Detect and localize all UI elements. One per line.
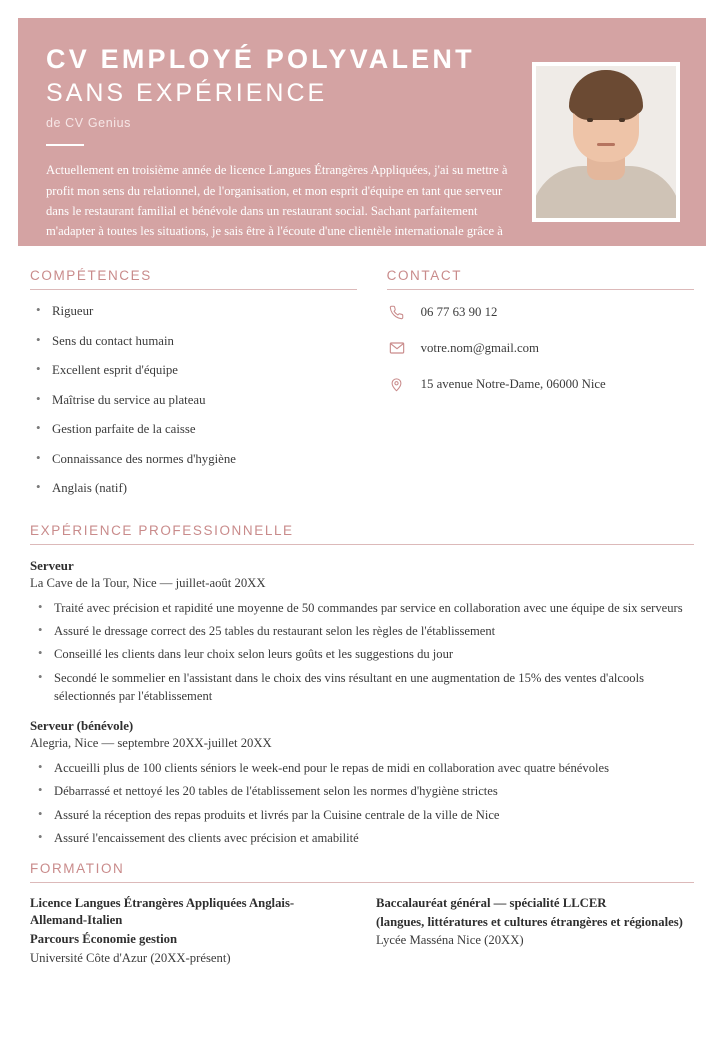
envelope-icon: [387, 338, 407, 358]
job-role: Serveur: [30, 558, 74, 573]
experience-heading: EXPÉRIENCE PROFESSIONNELLE: [30, 522, 294, 538]
contact-section: [387, 268, 694, 509]
education-degree-line2: (langues, littératures et cultures étrangères et régionales): [376, 915, 683, 930]
page-subtitle: SANS EXPÉRIENCE: [46, 79, 328, 108]
resume-body: [0, 246, 724, 966]
job-role: Serveur (bénévole): [30, 719, 134, 734]
map-pin-icon: [387, 374, 407, 394]
education-divider: [30, 882, 694, 883]
contact-phone-row: [387, 302, 694, 322]
list-item: • Assuré l'encaissement des clients avec précision et amabilité: [30, 829, 694, 847]
education-degree-line2: Parcours Économie gestion: [30, 932, 178, 947]
education-heading: FORMATION: [30, 861, 125, 877]
education-item: [376, 895, 694, 965]
list-item: • Conseillé les clients dans leur choix selon leurs goûts et les suggestions du jour: [30, 645, 694, 663]
contact-address-value: 15 avenue Notre-Dame, 06000 Nice: [420, 376, 606, 391]
profile-summary: Actuellement en troisième année de licence Langues Étrangères Appliquées, j'ai su mettre à profit mon sens du relationnel, de l'organisation, et mon esprit d'équipe en tant que serveur dans le restaurant familial et bénévole dans un restaurant social. Sachant parfaitement m'adapter à toutes les situations, je sais être à l'écoute d'une clientèle internationale grâce à mon bilinguisme en anglais.: [46, 163, 508, 259]
education-item: [30, 895, 348, 965]
contact-email-row: [387, 338, 694, 358]
list-item: • Connaissance des normes d'hygiène: [30, 450, 357, 469]
education-columns: [30, 895, 694, 965]
contact-address-row: [387, 374, 694, 394]
list-item: • Accueilli plus de 100 clients séniors le week-end pour le repas de midi en collaboration avec quatre bénévoles: [30, 759, 694, 777]
list-item: • Gestion parfaite de la caisse: [30, 420, 357, 439]
resume-header: [18, 18, 706, 259]
list-item: • Assuré la réception des repas produits et livrés par la Cuisine centrale de la ville de Nice: [30, 806, 694, 824]
page-title: CV EMPLOYÉ POLYVALENT: [46, 44, 475, 74]
contact-divider: [387, 289, 694, 290]
skills-section: [30, 268, 357, 509]
contact-email-value: votre.nom@gmail.com: [420, 340, 540, 355]
education-degree-line1: Baccalauréat général — spécialité LLCER: [376, 896, 607, 911]
job-meta: Alegria, Nice — septembre 20XX-juillet 20XX: [30, 736, 272, 751]
avatar: [532, 62, 680, 222]
header-divider: [46, 144, 84, 146]
education-detail: Lycée Masséna Nice (20XX): [376, 933, 524, 948]
list-item: • Assuré le dressage correct des 25 tables du restaurant selon les règles de l'établissement: [30, 622, 694, 640]
list-item: • Secondé le sommelier en l'assistant dans le choix des vins résultant en une augmentation de 15% des ventes d'alcools sélectionnés par l'établissement: [30, 669, 694, 706]
experience-item: [30, 559, 694, 705]
skills-divider: [30, 289, 357, 290]
list-item: • Débarrassé et nettoyé les 20 tables de l'établissement selon les normes d'hygiène strictes: [30, 782, 694, 800]
skills-heading: COMPÉTENCES: [30, 268, 152, 283]
resume-page: [0, 18, 724, 1042]
job-bullet-list: [30, 599, 694, 705]
education-detail: Université Côte d'Azur (20XX-présent): [30, 950, 231, 965]
list-item: • Sens du contact humain: [30, 332, 357, 351]
phone-icon: [387, 302, 407, 322]
experience-section: [30, 523, 694, 847]
byline: de CV Genius: [46, 116, 132, 131]
contact-phone-value: 06 77 63 90 12: [420, 304, 498, 319]
list-item: • Traité avec précision et rapidité une moyenne de 50 commandes par service en collaboration avec une équipe de six serveurs: [30, 599, 694, 617]
list-item: • Excellent esprit d'équipe: [30, 361, 357, 380]
education-degree-line1: Licence Langues Étrangères Appliquées Anglais-Allemand-Italien: [30, 896, 295, 928]
skills-list: [30, 302, 357, 498]
experience-divider: [30, 544, 694, 545]
list-item: • Anglais (natif): [30, 479, 357, 498]
list-item: • Rigueur: [30, 302, 357, 321]
portrait-photo: [536, 66, 676, 218]
list-item: • Maîtrise du service au plateau: [30, 391, 357, 410]
contact-heading: CONTACT: [386, 268, 463, 283]
experience-item: [30, 719, 694, 847]
skills-contact-row: [30, 268, 694, 509]
education-section: [30, 861, 694, 965]
job-bullet-list: [30, 759, 694, 847]
job-meta: La Cave de la Tour, Nice — juillet-août 20XX: [30, 575, 266, 590]
